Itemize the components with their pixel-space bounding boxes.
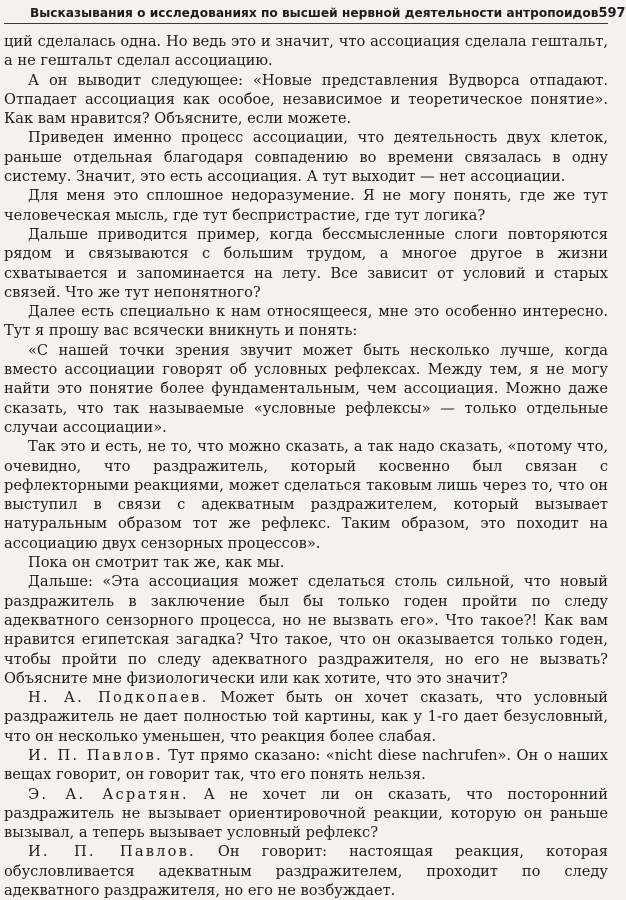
page-number: 597 [598, 6, 626, 21]
dialogue-paragraph: И. П. Павлов. Он говорит: настоящая реакция, которая обусловливается адекватным раздражителем, проходит по следу адекватного раздражителя, но его не возбуждает. [4, 843, 608, 900]
paragraph: Дальше: «Эта ассоциация может сделаться столь сильной, что новый раздражитель в заключение был бы только годен пройти по следу адекватного сензорного процесса, но не вызвать его». Что такое?! Как вам нравится египетская загадка? Что такое, что он оказывается только годен, чтобы пройти по следу адекватного раздражителя, но его не вызвать? Объясните мне физиологически или как хотите, что это значит? [4, 573, 608, 687]
speaker-name: И. П. Павлов. [28, 843, 196, 861]
paragraph: Так это и есть, не то, что можно сказать, а так надо сказать, «потому что, очевидно, что раздражитель, который косвенно был связан с рефлекторными реакциями, может сделаться таковым лишь через то, что он выступил в связи с адекватным раздражителем, который вызывает натуральным образом тот же рефлекс. Таким образом, это походит на ассоциацию двух сензорных процессов». [4, 438, 608, 552]
paragraph: А он выводит следующее: «Новые представления Вудворса отпадают. Отпадает ассоциация как особое, независимое и теоретическое понятие». Как вам нравится? Объясните, если можете. [4, 71, 608, 128]
speaker-name: Н. А. Подкопаев. [28, 689, 209, 707]
paragraph: ций сделалась одна. Но ведь это и значит, что ассоциация сделала гештальт, а не гештальт сделал ассоциацию. [4, 33, 608, 70]
header-title: Высказывания о исследованиях по высшей нервной деятельности антропоидов [30, 6, 599, 20]
dialogue-paragraph: Э. А. Асратян. А не хочет ли он сказать, что посторонний раздражитель не вызывает ориентировочной реакции, которую он раньше вызывал, а теперь вызывает условный рефлекс? [4, 785, 608, 842]
running-header [4, 4, 626, 24]
paragraph: Приведен именно процесс ассоциации, что деятельность двух клеток, раньше отдельная благодаря совпадению во времени связалась в одну систему. Значит, это есть ассоциация. А тут выходит — нет ассоциации. [4, 129, 608, 186]
paragraph: Пока он смотрит так же, как мы. [28, 554, 285, 572]
speaker-name: Э. А. Асратян. [28, 785, 189, 803]
body-text [4, 32, 608, 900]
dialogue-paragraph: Н. А. Подкопаев. Может быть он хочет сказать, что условный раздражитель не дает полностью той картины, как у 1-го дает безусловный, что он несколько уменьшен, что реакция более слабая. [4, 689, 609, 745]
dialogue-paragraph: И. П. Павлов. Тут прямо сказано: «nicht diese nachrufen». Он о наших вещах говорит, он говорит так, что его понять нельзя. [4, 746, 608, 784]
paragraph: Дальше приводится пример, когда бессмысленные слоги повторяются рядом и связываются с большим трудом, а многое другое в жизни схватывается и запоминается на лету. Все зависит от условий и старых связей. Что же тут непонятного? [4, 225, 608, 301]
speaker-name: И. П. Павлов. [28, 746, 163, 764]
paragraph: Далее есть специально к нам относящееся, мне это особенно интересно. Тут я прошу вас всячески вникнуть и понять: [4, 303, 608, 340]
paragraph: Для меня это сплошное недоразумение. Я не могу понять, где же тут человеческая мысль, где тут беспристрастие, где тут логика? [4, 187, 608, 224]
paragraph: «С нашей точки зрения звучит может быть несколько лучше, когда вместо ассоциации говорят об условных рефлексах. Между тем, я не могу найти это понятие более фундаментальным, чем ассоциация. Можно даже сказать, что так называемые «условные рефлексы» — только отдельные случаи ассоциации». [4, 341, 608, 436]
